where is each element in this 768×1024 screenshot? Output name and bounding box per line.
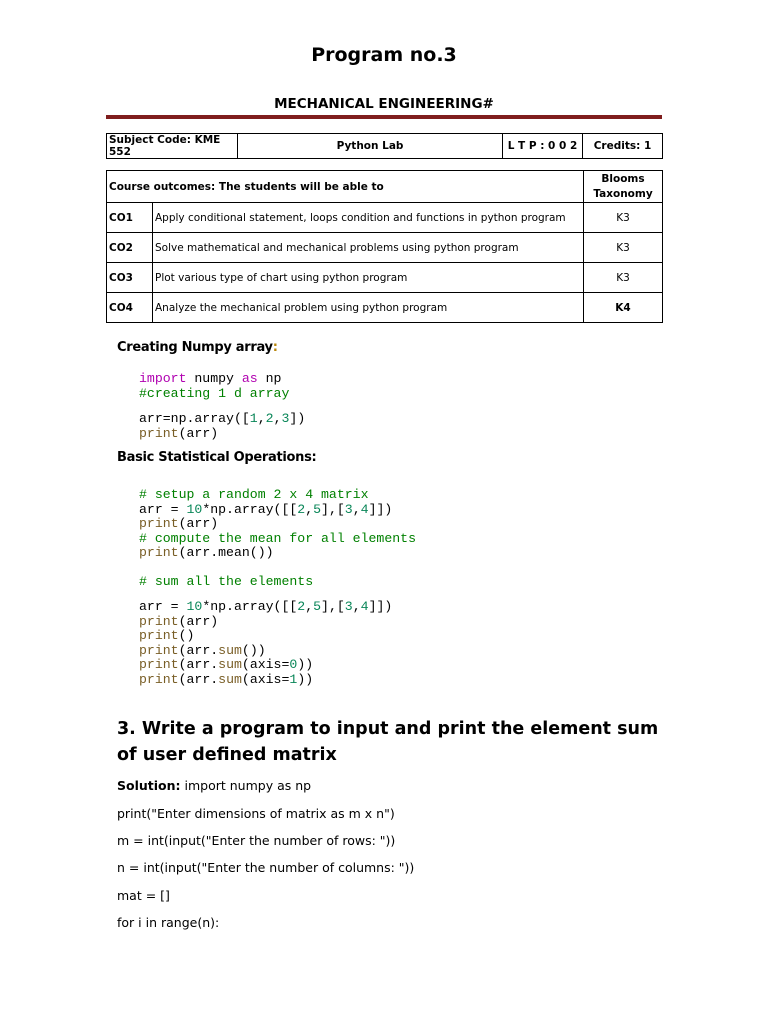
- subject-row: [107, 134, 663, 159]
- statistical-ops-code: # setup a random 2 x 4 matrix arr = 10*np.array([[2,5],[3,4]]) print(arr) # compute the mean for all elements print(arr.mean()) # sum all the elements arr = 10*np.array([[2,5],[3,4]]) print(arr) print() print(arr.sum()) print(arr.sum(axis=0)) print(arr.sum(axis=1)): [139, 487, 416, 687]
- code-text: arr =: [139, 501, 187, 517]
- subject-name: Python Lab: [238, 134, 503, 159]
- code-comment: # sum all the elements: [139, 573, 314, 589]
- code-number: 1: [249, 411, 258, 426]
- code-text: (arr): [178, 516, 219, 531]
- solution-line: mat = []: [117, 888, 170, 903]
- code-number: 2: [265, 411, 274, 426]
- code-text: np: [257, 371, 282, 386]
- code-comment: #creating 1 d array: [139, 385, 290, 401]
- outcomes-header-row: [107, 171, 663, 203]
- code-builtin: print: [139, 642, 179, 658]
- code-number: 2: [297, 599, 306, 614]
- code-builtin: print: [139, 671, 179, 687]
- code-text: (axis=: [241, 657, 290, 672]
- code-text: arr =: [139, 599, 187, 614]
- code-number: 5: [313, 501, 322, 517]
- code-builtin: print: [139, 657, 179, 672]
- table-row: [107, 233, 663, 263]
- code-builtin: print: [139, 613, 179, 629]
- code-text: )): [297, 671, 314, 687]
- taxonomy-header: [584, 171, 663, 203]
- code-number: 0: [289, 657, 298, 672]
- code-text: (arr.: [178, 671, 219, 687]
- code-builtin: sum: [218, 657, 242, 672]
- code-text: ]): [289, 411, 306, 426]
- solution-line: print("Enter dimensions of matrix as m x n"): [117, 806, 395, 821]
- credits-value: Credits: 1: [583, 134, 663, 159]
- code-text: (arr): [178, 613, 219, 629]
- ltp-value: L T P : 0 0 2: [503, 134, 583, 159]
- solution-line: for i in range(n):: [117, 915, 220, 930]
- co-id: CO2: [107, 233, 153, 263]
- code-number: 3: [344, 599, 353, 614]
- code-comment: # setup a random 2 x 4 matrix: [139, 487, 369, 502]
- code-builtin: print: [139, 628, 179, 643]
- code-text: numpy: [186, 371, 242, 386]
- co-text: Analyze the mechanical problem using python program: [153, 293, 584, 323]
- department-title: MECHANICAL ENGINEERING#: [274, 96, 494, 112]
- co-id: CO3: [107, 263, 153, 293]
- taxonomy-header-line2: Taxonomy: [593, 187, 653, 200]
- heading-colon: :: [272, 340, 278, 355]
- numpy-array-heading: [117, 340, 278, 355]
- code-number: 2: [297, 501, 306, 517]
- outcomes-header: Course outcomes: The students will be able to: [107, 171, 584, 203]
- co-level: K3: [584, 233, 663, 263]
- co-level: K4: [584, 293, 663, 323]
- code-builtin: sum: [218, 671, 242, 687]
- code-number: 4: [360, 599, 369, 614]
- co-id: CO1: [107, 203, 153, 233]
- code-text: (arr.: [178, 642, 219, 658]
- solution-label: Solution:: [117, 778, 181, 793]
- co-text: Solve mathematical and mechanical problems using python program: [153, 233, 584, 263]
- table-row: [107, 263, 663, 293]
- code-comment: # compute the mean for all elements: [139, 530, 416, 546]
- code-number: 5: [313, 599, 322, 614]
- code-builtin: print: [139, 545, 179, 560]
- page-title: Program no.3: [311, 44, 457, 66]
- numpy-array-code: import numpy as np #creating 1 d array arr=np.array([1,2,3]) print(arr): [139, 371, 306, 441]
- table-row: [107, 293, 663, 323]
- solution-line: n = int(input("Enter the number of columns: ")): [117, 860, 415, 875]
- code-text: (arr.mean()): [178, 545, 274, 560]
- solution-line: m = int(input("Enter the number of rows: ")): [117, 833, 396, 848]
- code-builtin: print: [139, 516, 179, 531]
- code-number: 3: [344, 501, 353, 517]
- code-text: *np.array([[: [202, 501, 298, 517]
- numpy-array-heading-text: Creating Numpy array: [117, 340, 273, 355]
- code-text: *np.array([[: [202, 599, 298, 614]
- code-keyword: as: [241, 371, 258, 386]
- code-keyword: import: [139, 371, 187, 386]
- statistical-ops-heading: Basic Statistical Operations:: [117, 450, 317, 465]
- solution-line: [117, 778, 311, 793]
- code-text: (arr): [178, 425, 219, 441]
- code-text: (): [178, 628, 195, 643]
- code-builtin: sum: [218, 642, 242, 658]
- code-number: 10: [186, 501, 203, 517]
- code-number: 1: [289, 671, 298, 687]
- question-heading: 3. Write a program to input and print the element sum of user defined matrix: [117, 719, 659, 765]
- co-level: K3: [584, 203, 663, 233]
- co-level: K3: [584, 263, 663, 293]
- code-number: 4: [360, 501, 369, 517]
- taxonomy-header-line1: Blooms: [601, 172, 645, 185]
- subject-table: [106, 133, 663, 159]
- co-text: Apply conditional statement, loops condition and functions in python program: [153, 203, 584, 233]
- code-number: 10: [186, 599, 203, 614]
- code-text: ()): [241, 642, 266, 658]
- co-id: CO4: [107, 293, 153, 323]
- code-text: arr=np.array([: [139, 411, 250, 426]
- code-number: 3: [281, 411, 290, 426]
- solution-text: import numpy as np: [180, 778, 312, 793]
- code-text: )): [297, 657, 314, 672]
- course-outcomes-table: [106, 170, 663, 323]
- code-builtin: print: [139, 425, 179, 441]
- table-row: [107, 203, 663, 233]
- code-text: (arr.: [178, 657, 219, 672]
- co-text: Plot various type of chart using python program: [153, 263, 584, 293]
- subject-code: Subject Code: KME 552: [107, 134, 238, 159]
- header-rule: [106, 115, 662, 119]
- code-text: (axis=: [241, 671, 290, 687]
